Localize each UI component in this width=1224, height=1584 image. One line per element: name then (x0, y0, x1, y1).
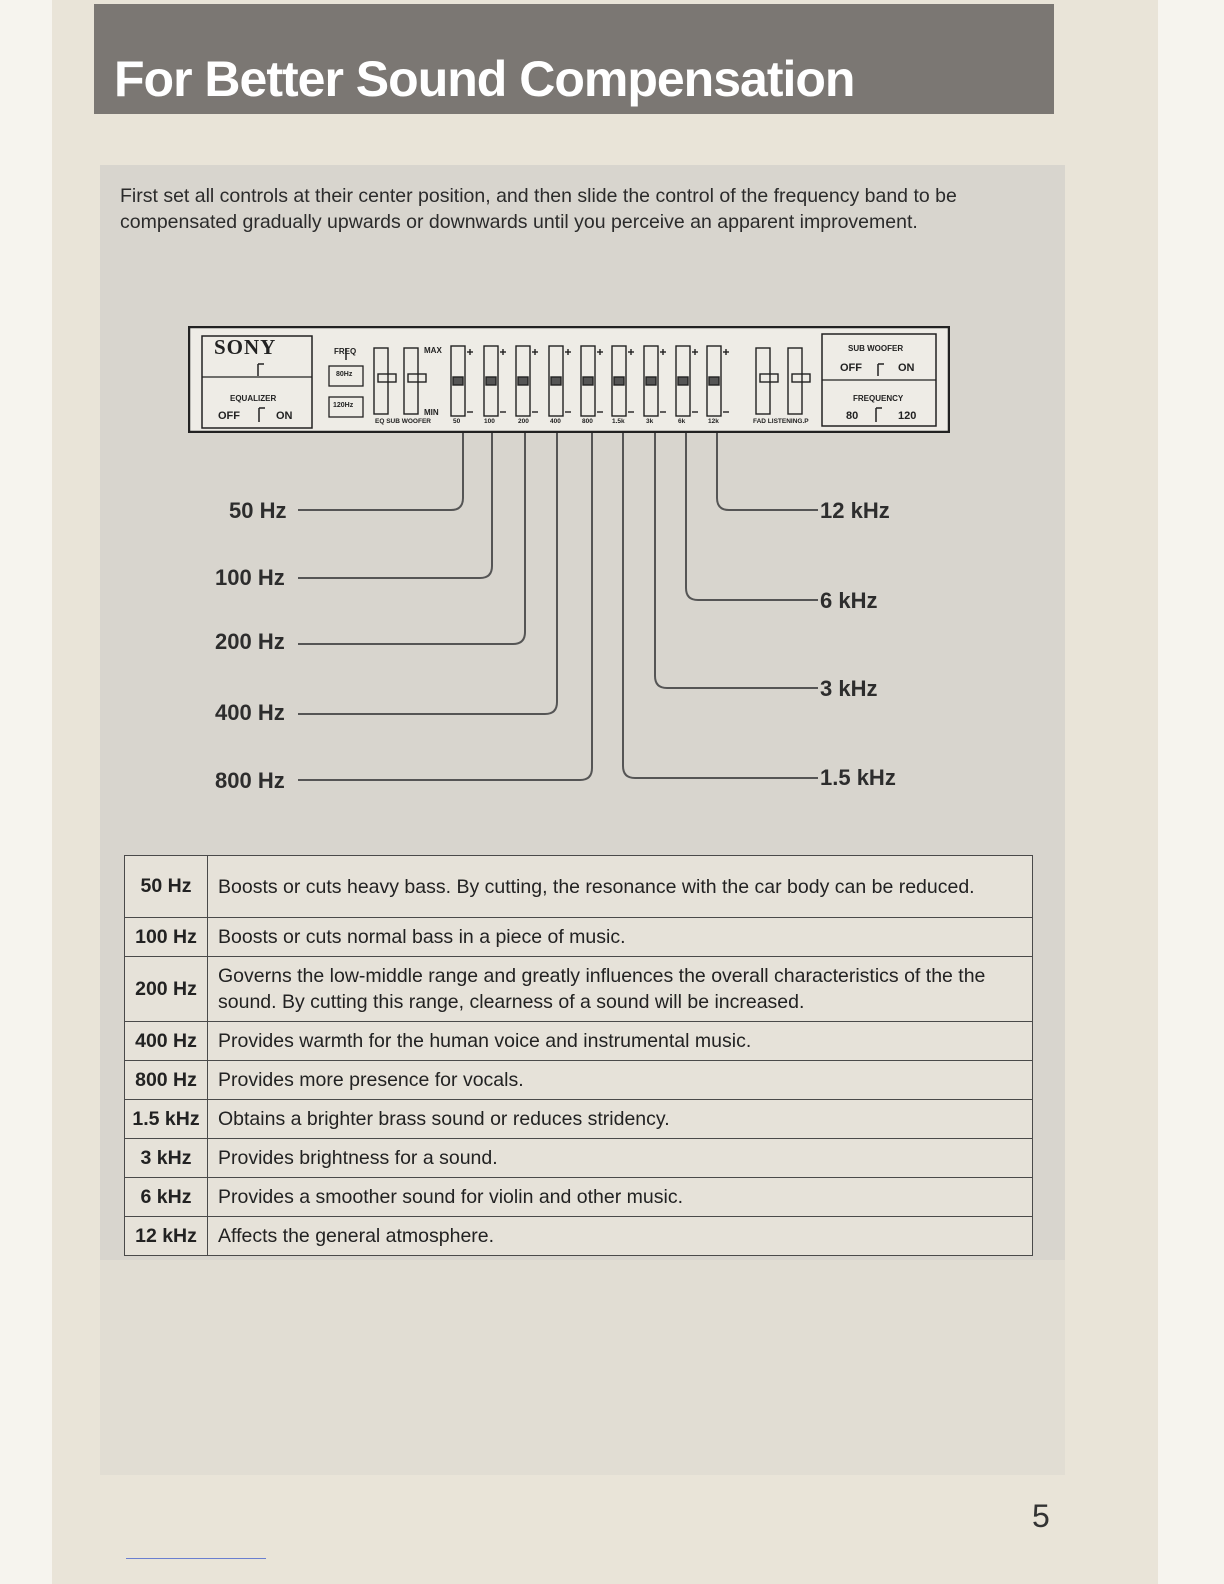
intro-paragraph: First set all controls at their center position, and then slide the control of the frequency band to be compensated gradually upwards or downwards until you perceive an apparent improvement. (120, 185, 957, 233)
description-cell: Provides warmth for the human voice and instrumental music. (208, 1022, 1033, 1061)
fad-listening-label: FAD LISTENING.P (753, 418, 809, 425)
equalizer-panel-drawing (188, 326, 950, 433)
equalizer-panel-illustration (188, 326, 950, 433)
table-row (125, 957, 1033, 1022)
bottom-rule (126, 1558, 266, 1559)
sub-woofer-label: SUB WOOFER (848, 344, 904, 353)
band-cell: 6 kHz (125, 1178, 208, 1217)
band-cell: 1.5 kHz (125, 1100, 208, 1139)
label-3khz: 3 kHz (820, 676, 878, 701)
slider-tick-800: 800 (582, 418, 593, 425)
page-margin-right (1158, 0, 1224, 1584)
band-cell: 100 Hz (125, 918, 208, 957)
eq-slider-knob-5 (614, 377, 624, 385)
label-200hz: 200 Hz (215, 629, 285, 654)
table-row (125, 1022, 1033, 1061)
description-cell: Governs the low-middle range and greatly influences the overall characteristics of the the sound. By cutting this range, clearness of a sound will be increased. (208, 957, 1033, 1022)
page-margin-left (0, 0, 52, 1584)
slider-tick-400: 400 (550, 418, 561, 425)
eq-sub-woofer-label: EQ SUB WOOFER (375, 418, 431, 425)
max-label: MAX (424, 346, 442, 355)
eq-slider-knob-3 (551, 377, 561, 385)
band-cell: 400 Hz (125, 1022, 208, 1061)
eq-slider-knob-2 (518, 377, 528, 385)
table-row (125, 1139, 1033, 1178)
table-row (125, 1178, 1033, 1217)
eq-slider-knob-7 (678, 377, 688, 385)
sub-woofer-off-label: OFF (840, 362, 862, 374)
table-row (125, 1217, 1033, 1256)
band-cell: 200 Hz (125, 957, 208, 1022)
slider-tick-1-5k: 1.5k (612, 418, 625, 425)
description-cell: Boosts or cuts heavy bass. By cutting, the resonance with the car body can be reduced. (208, 856, 1033, 918)
eq-slider-knob-6 (646, 377, 656, 385)
eq-slider-knob-4 (583, 377, 593, 385)
slider-tick-6k: 6k (678, 418, 686, 425)
label-12khz: 12 kHz (820, 498, 890, 523)
equalizer-label: EQUALIZER (230, 394, 277, 403)
label-6khz: 6 kHz (820, 588, 878, 613)
freq-80hz-button: 80Hz (336, 371, 353, 378)
brand-logo: SONY (214, 335, 277, 359)
label-100hz: 100 Hz (215, 565, 285, 590)
page-title: For Better Sound Compensation (114, 51, 855, 107)
slider-tick-200: 200 (518, 418, 529, 425)
label-400hz: 400 Hz (215, 700, 285, 725)
frequency-80-label: 80 (846, 410, 859, 422)
eq-slider-knob-0 (453, 377, 463, 385)
band-cell: 12 kHz (125, 1217, 208, 1256)
slider-tick-50: 50 (453, 418, 461, 425)
frequency-120-label: 120 (898, 410, 917, 422)
table-row (125, 1061, 1033, 1100)
description-cell: Obtains a brighter brass sound or reduces stridency. (208, 1100, 1033, 1139)
table-row (125, 918, 1033, 957)
label-50hz: 50 Hz (229, 498, 287, 523)
description-cell: Provides more presence for vocals. (208, 1061, 1033, 1100)
eq-slider-knob-1 (486, 377, 496, 385)
page-number: 5 (1032, 1498, 1050, 1534)
slider-tick-100: 100 (484, 418, 495, 425)
min-label: MIN (424, 408, 439, 417)
freq-120hz-button: 120Hz (333, 402, 354, 409)
sub-woofer-on-label: ON (898, 362, 915, 374)
freq-label: FREQ (334, 347, 357, 356)
frequency-table (124, 855, 1033, 1256)
band-cell: 50 Hz (125, 856, 208, 918)
eq-on-label: ON (276, 410, 293, 422)
slider-tick-12k: 12k (708, 418, 719, 425)
frequency-label: FREQUENCY (853, 394, 904, 403)
eq-off-label: OFF (218, 410, 240, 422)
header-banner (94, 4, 1054, 114)
description-cell: Boosts or cuts normal bass in a piece of music. (208, 918, 1033, 957)
description-cell: Provides a smoother sound for violin and other music. (208, 1178, 1033, 1217)
description-cell: Affects the general atmosphere. (208, 1217, 1033, 1256)
band-cell: 3 kHz (125, 1139, 208, 1178)
eq-slider-knob-8 (709, 377, 719, 385)
band-cell: 800 Hz (125, 1061, 208, 1100)
table-row (125, 856, 1033, 918)
description-cell: Provides brightness for a sound. (208, 1139, 1033, 1178)
table-row (125, 1100, 1033, 1139)
slider-tick-3k: 3k (646, 418, 654, 425)
bleed-through-area (100, 1260, 1065, 1475)
label-800hz: 800 Hz (215, 768, 285, 793)
label-1-5khz: 1.5 kHz (820, 765, 896, 790)
